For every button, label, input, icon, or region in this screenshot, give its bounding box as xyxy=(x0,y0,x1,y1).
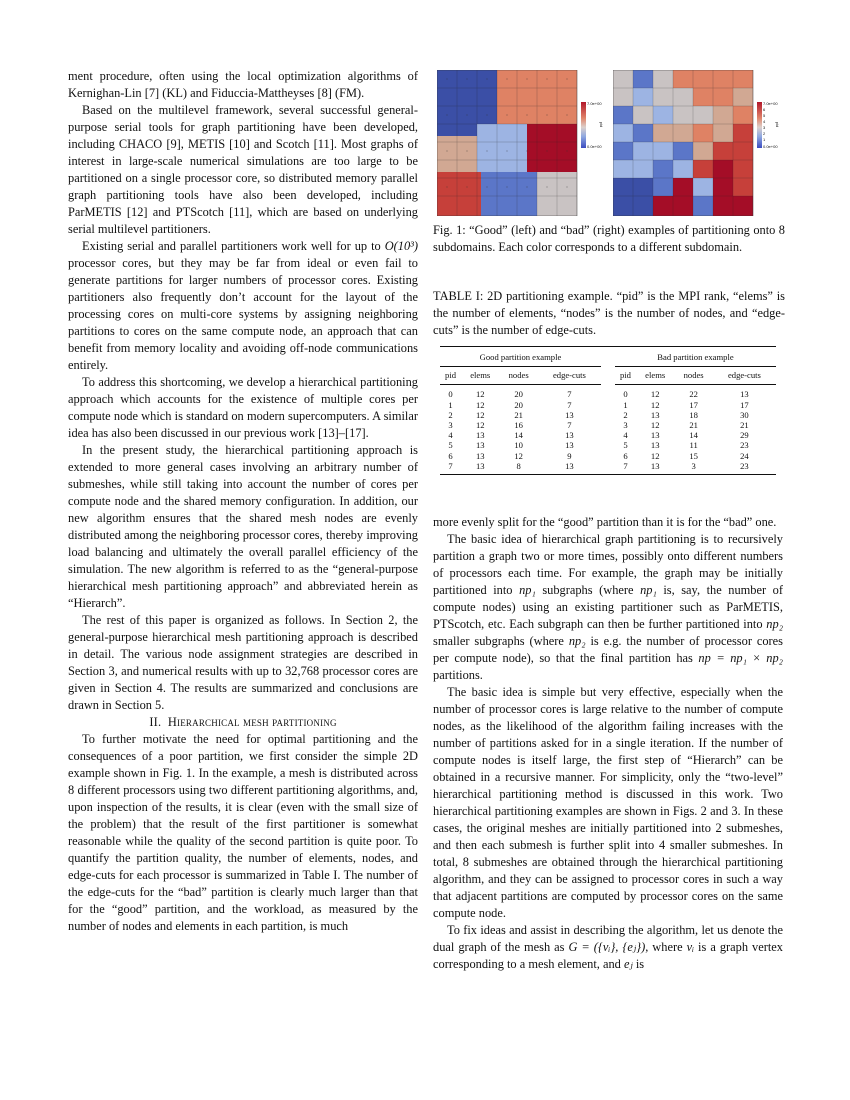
paragraph: To further motivate the need for optimal partitioning and the consequences of a poor partition, we first consider the simple 2D example shown in Fig. 1. In the example, a mesh is distributed across 8 different processors using two different partitioning algorithms, and, upon inspection of the results, it is clear (even with the small size of the problem) that the result of the first partitioner is somewhat reasonable while the quality of the second partition is quite poor. To quantify the partition quality, the number of elements, nodes, and edge-cuts for each processor is summarized in Table I. The number of the edge-cuts for the “bad” partition is clearly much larger than that for the “good” partition, and the workload, as measured by the number of nodes and elements in each partition, is much xyxy=(68,732,418,933)
colorbar-min-label: 0.0e+00 xyxy=(763,144,778,149)
column-header: edge-cuts xyxy=(538,367,601,385)
table-row: 4 13 14 13 4 13 14 29 xyxy=(448,430,749,441)
table-caption: TABLE I: 2D partitioning example. “pid” is the MPI rank, “elems” is the number of elements, “nodes” is the number of nodes, and “edge-cuts” is the number of edge-cuts. xyxy=(433,289,785,337)
paragraph: ment procedure, often using the local optimization algorithms of Kernighan-Lin [7] (KL) and Fiduccia-Mattheyses [8] (FM). xyxy=(68,69,418,100)
bad-partition-plot xyxy=(613,70,781,216)
table-row: 5 13 10 13 5 13 11 23 xyxy=(448,440,749,451)
table-row: 2 12 21 13 2 13 18 30 xyxy=(448,409,749,420)
paragraph: Existing serial and parallel partitioners work well for up to O(10³) processor cores, but they may be far from ideal or even fail to generate partitions for larger numbers of processor cores. Existing partitioners also frequently don’t account for the layout of the processing cores on multi-core systems by assigning neighboring partitions to cores on the same compute node, an approach that can benefit from memory locality and avoiding off-node communications entirely. xyxy=(68,239,418,372)
math-inline: np = np₁ × np₂ xyxy=(698,651,783,665)
colorbar-min-label: 0.0e+00 xyxy=(587,144,602,149)
paragraph: To address this shortcoming, we develop a hierarchical partitioning approach which accounts for the existence of multiple cores per compute node which is standard on modern supercomputers. A similar idea has also been discussed in our previous work [13]–[17]. xyxy=(68,375,418,440)
table-row: 1 12 20 7 1 12 17 17 xyxy=(448,399,749,410)
table-row: 3 12 16 7 3 12 21 21 xyxy=(448,420,749,431)
table-row: 7 13 8 13 7 13 3 23 xyxy=(440,461,776,475)
column-header: edge-cuts xyxy=(713,367,776,385)
left-column xyxy=(68,68,418,935)
table-row: 0 12 20 7 0 12 22 13 xyxy=(448,389,749,400)
right-column xyxy=(433,514,783,973)
column-header: nodes xyxy=(674,367,712,385)
good-partition-plot xyxy=(437,70,605,216)
paragraph: The basic idea of hierarchical graph partitioning is to recursively partition a graph two or more times, possibly onto different numbers of processors each time. For example, the graph may be initially partitioned into np₁ subgraphs (where np₁ is, say, the number of compute nodes) using an existing partitioner such as ParMETIS, PTScotch, etc. Each subgraph can then be further partitioned into np₂ smaller subgraphs (where np₂ is e.g. the number of processor cores per compute node), so that the final partition has np = np₁ × np₂ partitions. xyxy=(433,532,783,682)
good-partition-header: Good partition example xyxy=(440,347,601,367)
bad-partition-mesh xyxy=(613,70,781,216)
table-row: 6 13 12 9 6 12 15 24 xyxy=(448,450,749,461)
good-partition-mesh xyxy=(437,70,605,216)
column-header: pid xyxy=(440,367,461,385)
colorbar-title: pid xyxy=(599,121,605,128)
colorbar-tick: 6 xyxy=(763,107,766,112)
colorbar xyxy=(581,102,607,152)
figure-1 xyxy=(433,70,785,220)
colorbar-max-label: 7.0e+00 xyxy=(587,101,602,106)
column-header: elems xyxy=(461,367,499,385)
paragraph: To fix ideas and assist in describing the algorithm, let us denote the dual graph of the mesh as G = ({vᵢ}, {eⱼ}), where vᵢ is a graph vertex corresponding to a mesh element, and eⱼ is xyxy=(433,923,783,971)
colorbar-tick: 3 xyxy=(763,125,766,130)
column-header: nodes xyxy=(499,367,537,385)
figure-caption: Fig. 1: “Good” (left) and “bad” (right) examples of partitioning onto 8 subdomains. Each color corresponds to a different subdomain. xyxy=(433,223,785,254)
table-1 xyxy=(440,346,776,475)
colorbar-tick: 1 xyxy=(763,137,766,142)
paragraph: The basic idea is simple but very effective, especially when the number of processor cores is large relative to the number of compute nodes, as the likelihood of the algorithm failing increases with the number of partitions asked for in a single iteration. If the number of compute nodes is itself large, the first step of “Hierarch” can be obtained in a recursive manner. For simplicity, only the “two-level” hierarchical partitioning method is discussed in this work. Two hierarchical partitioning examples are shown in Figs. 2 and 3. In these cases, the original meshes are initially partitioned into 2 submeshes, and then each submesh is further split into 4 smaller submeshes. In total, 8 submeshes are obtained through the hierarchical partitioning algorithm, and they can be assigned to processor cores in such a way that adjacent partitions are computed by processor cores on the same compute node. xyxy=(433,685,783,920)
paragraph: Based on the multilevel framework, several successful general-purpose serial tools for graph partitioning have been developed, including CHACO [9], METIS [10] and Scotch [11]. Most graphs of interest in large-scale numerical simulations are too large to be partitioned on a single processor core, so distributed memory parallel graph partitioning tools have also been developed, including ParMETIS [12] and PTScotch [11], which are based on underlying serial multilevel partitioners. xyxy=(68,103,418,236)
paragraph: more evenly split for the “good” partition than it is for the “bad” one. xyxy=(433,515,777,529)
colorbar-max-label: 7.0e+00 xyxy=(763,101,778,106)
column-header: pid xyxy=(615,367,636,385)
section-heading: II. Hierarchical mesh partitioning xyxy=(149,715,337,729)
bad-partition-header: Bad partition example xyxy=(615,347,776,367)
colorbar-tick: 4 xyxy=(763,119,766,124)
math-inline: G = ({vᵢ}, {eⱼ}) xyxy=(568,940,646,954)
table-body xyxy=(440,385,776,475)
colorbar-title: pid xyxy=(775,121,781,128)
colorbar-tick: 2 xyxy=(763,131,766,136)
partition-table xyxy=(440,346,776,475)
colorbar xyxy=(757,102,783,152)
column-header: elems xyxy=(636,367,674,385)
colorbar-tick: 5 xyxy=(763,113,766,118)
math-inline: O(10³) xyxy=(384,239,418,253)
paragraph: The rest of this paper is organized as follows. In Section 2, the general-purpose hierarchical mesh partitioning approach is described in detail. The various node assignment strategies are described in Section 3, and numerical results with up to 32,768 processor cores are given in Section 4. The results are summarized and conclusions are drawn in Section 5. xyxy=(68,613,418,712)
paragraph: In the present study, the hierarchical partitioning approach is extended to more general cases involving an arbitrary number of submeshes, while still taking into account the number of cores per compute node and the shared memory configuration. In addition, our new algorithm ensures that the shared mesh nodes are evenly distributed among the neighboring processor cores, thereby improving load balancing and ultimately the overall parallel efficiency of the simulation. The new algorithm is referred to as the “general-purpose hierarchical mesh partitioning approach” and abbreviated herein as “Hierarch”. xyxy=(68,443,418,610)
